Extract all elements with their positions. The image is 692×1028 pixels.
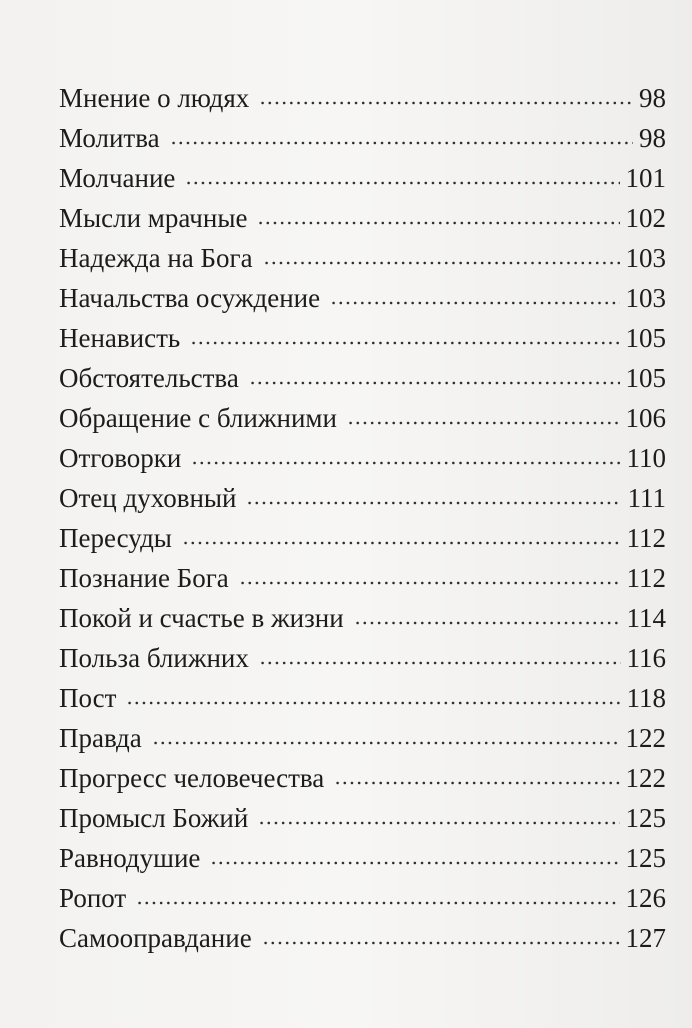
toc-dot-leader bbox=[185, 180, 619, 186]
toc-entry-page: 111 bbox=[627, 483, 666, 513]
toc-entry-page: 106 bbox=[625, 403, 666, 433]
toc-entry-page: 101 bbox=[625, 163, 666, 193]
toc-entry bbox=[59, 478, 666, 518]
toc-dot-leader bbox=[257, 220, 619, 226]
toc-entry-title: Обстоятельства bbox=[59, 363, 239, 393]
toc-entry-page: 110 bbox=[626, 443, 666, 473]
toc-entry bbox=[59, 678, 666, 718]
toc-entry-page: 127 bbox=[625, 923, 666, 953]
toc-dot-leader bbox=[126, 700, 620, 706]
toc-dot-leader bbox=[334, 780, 619, 786]
toc-entry-title: Познание Бога bbox=[59, 563, 229, 593]
toc-dot-leader bbox=[182, 540, 621, 546]
toc-dot-leader bbox=[152, 740, 620, 746]
toc-entry-title: Покой и счастье в жизни bbox=[59, 603, 344, 633]
toc-entry bbox=[59, 518, 666, 558]
toc-entry-title: Правда bbox=[59, 723, 142, 753]
toc-entry-page: 98 bbox=[639, 83, 666, 113]
toc-dot-leader bbox=[170, 140, 633, 146]
toc-entry bbox=[59, 398, 666, 438]
toc-entry bbox=[59, 358, 666, 398]
toc-entry bbox=[59, 118, 666, 158]
toc-entry bbox=[59, 878, 666, 918]
toc-entry-title: Ропот bbox=[59, 883, 127, 913]
toc-entry-title: Пост bbox=[59, 683, 117, 713]
toc-entry-page: 105 bbox=[625, 323, 666, 353]
toc-entry bbox=[59, 158, 666, 198]
toc-dot-leader bbox=[191, 460, 620, 466]
toc-entry bbox=[59, 758, 666, 798]
toc-entry-title: Мысли мрачные bbox=[59, 203, 248, 233]
toc-entry-page: 102 bbox=[625, 203, 666, 233]
toc-entry-title: Мнение о людях bbox=[59, 83, 250, 113]
toc-entry-page: 118 bbox=[626, 683, 666, 713]
toc-entry bbox=[59, 718, 666, 758]
toc-entry bbox=[59, 798, 666, 838]
toc-dot-leader bbox=[354, 620, 621, 626]
toc-entry-title: Прогресс человечества bbox=[59, 763, 325, 793]
toc-entry-title: Пересуды bbox=[59, 523, 172, 553]
toc-entry-page: 112 bbox=[626, 563, 666, 593]
toc-dot-leader bbox=[347, 420, 620, 426]
toc-entry bbox=[59, 598, 666, 638]
toc-entry-title: Промысл Божий bbox=[59, 803, 249, 833]
toc-entry-title: Обращение с ближними bbox=[59, 403, 337, 433]
toc-dot-leader bbox=[263, 260, 620, 266]
toc-entry bbox=[59, 918, 666, 958]
toc-dot-leader bbox=[190, 340, 619, 346]
toc-entry-title: Надежда на Бога bbox=[59, 243, 253, 273]
toc-entry-page: 105 bbox=[625, 363, 666, 393]
toc-entry bbox=[59, 278, 666, 318]
toc-entry bbox=[59, 438, 666, 478]
toc-entry-page: 126 bbox=[625, 883, 666, 913]
toc-entry-title: Отец духовный bbox=[59, 483, 237, 513]
toc-entry-title: Отговорки bbox=[59, 443, 182, 473]
toc-entry-title: Начальства осуждение bbox=[59, 283, 321, 313]
toc-entry bbox=[59, 238, 666, 278]
toc-entry bbox=[59, 78, 666, 118]
toc-entry-page: 122 bbox=[625, 723, 666, 753]
toc-entry bbox=[59, 198, 666, 238]
toc-entry-title: Молчание bbox=[59, 163, 176, 193]
toc-entry-page: 116 bbox=[626, 643, 666, 673]
toc-entry-page: 114 bbox=[626, 603, 666, 633]
toc-dot-leader bbox=[258, 820, 619, 826]
toc-dot-leader bbox=[246, 500, 621, 506]
table-of-contents bbox=[59, 78, 666, 958]
toc-dot-leader bbox=[249, 380, 620, 386]
toc-entry-page: 112 bbox=[626, 523, 666, 553]
toc-dot-leader bbox=[259, 100, 633, 106]
toc-dot-leader bbox=[330, 300, 619, 306]
toc-entry-page: 98 bbox=[639, 123, 666, 153]
toc-entry-page: 125 bbox=[625, 803, 666, 833]
toc-dot-leader bbox=[259, 660, 621, 666]
toc-entry-title: Самооправдание bbox=[59, 923, 252, 953]
toc-dot-leader bbox=[262, 940, 620, 946]
toc-entry-title: Ненависть bbox=[59, 323, 181, 353]
toc-entry-page: 103 bbox=[625, 243, 666, 273]
toc-entry-page: 103 bbox=[625, 283, 666, 313]
toc-dot-leader bbox=[239, 580, 621, 586]
toc-entry bbox=[59, 318, 666, 358]
toc-dot-leader bbox=[136, 900, 619, 906]
toc-entry bbox=[59, 838, 666, 878]
toc-entry-title: Польза ближних bbox=[59, 643, 249, 673]
toc-entry-title: Равнодушие bbox=[59, 843, 201, 873]
toc-dot-leader bbox=[210, 860, 619, 866]
toc-entry-title: Молитва bbox=[59, 123, 160, 153]
toc-entry-page: 122 bbox=[625, 763, 666, 793]
toc-entry bbox=[59, 638, 666, 678]
toc-entry bbox=[59, 558, 666, 598]
toc-entry-page: 125 bbox=[625, 843, 666, 873]
